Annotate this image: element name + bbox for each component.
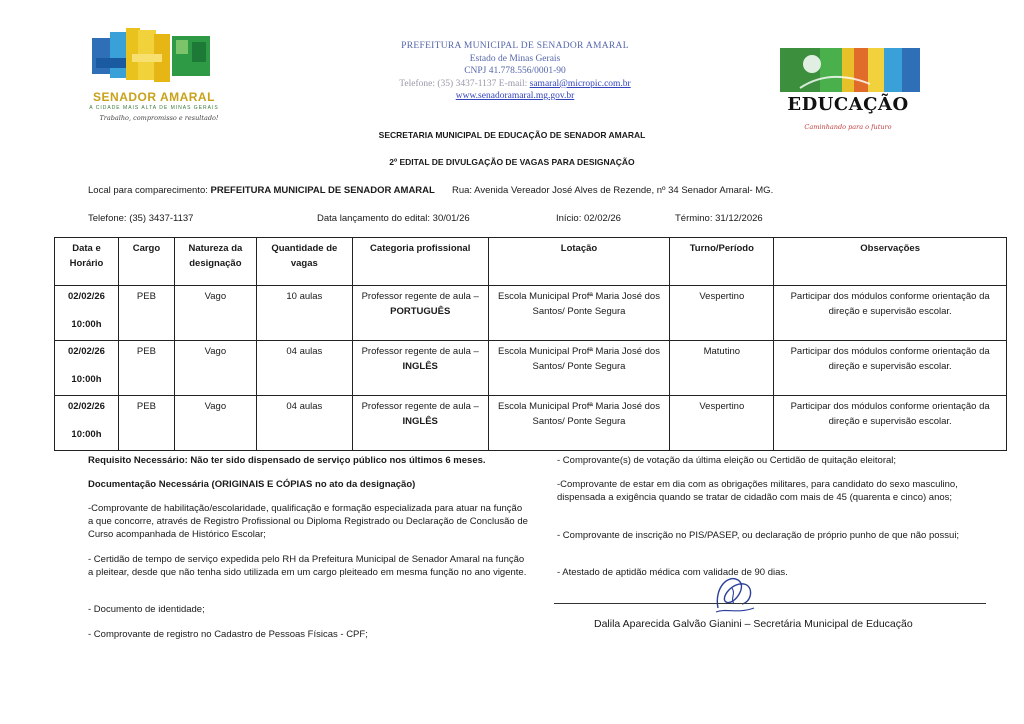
cell-data-horario: [55, 341, 119, 396]
termino-text: Término: 31/12/2026: [675, 213, 763, 224]
cell-quantidade: 04 aulas: [256, 341, 352, 396]
website-link[interactable]: www.senadoramaral.mg.gov.br: [455, 91, 575, 101]
prefeitura-title: PREFEITURA MUNICIPAL DE SENADOR AMARAL: [401, 41, 629, 51]
cell-data-horario: [55, 396, 119, 451]
letterhead: [340, 40, 690, 103]
header-turno: Turno/Período: [670, 238, 774, 286]
cell-hora: 10:00h: [71, 319, 102, 330]
cell-disciplina: INGLÊS: [402, 361, 438, 372]
city-logo-icon: [92, 28, 212, 88]
cell-categoria-text: Professor regente de aula –: [361, 346, 479, 357]
logo-brand-text: SENADOR AMARAL: [93, 90, 215, 104]
cell-categoria: [352, 341, 488, 396]
lancamento-text: Data lançamento do edital: 30/01/26: [317, 213, 470, 224]
table-row: [55, 396, 1007, 451]
email-link[interactable]: samaral@micropic.com.br: [529, 78, 631, 89]
doc-item-certidao-tempo: - Certidão de tempo de serviço expedida pelo RH da Prefeitura Municipal de Senador Amaral na função a pleitear, desde que não tenha sido utilizada em um cargo pleiteado em mesma função no ano vigente.: [88, 554, 527, 578]
requisito-bold: Requisito Necessário: Não ter sido dispensado de serviço público nos últimos 6 meses.: [88, 455, 486, 466]
signatory-name: Dalila Aparecida Galvão Gianini – Secretária Municipal de Educação: [594, 618, 913, 630]
cell-natureza: Vago: [174, 341, 256, 396]
cell-lotacao: Escola Municipal Profª Maria José dos Santos/ Ponte Segura: [488, 341, 670, 396]
cell-turno: Vespertino: [670, 396, 774, 451]
educacao-logo: [768, 48, 928, 134]
logo-slogan: Trabalho, compromisso e resultado!: [99, 114, 219, 122]
documentacao-title: [88, 478, 528, 491]
telefone-text: Telefone: (35) 3437-1137: [88, 213, 194, 224]
header-natureza: Natureza da designação: [174, 238, 256, 286]
doc-item-cpf: - Comprovante de registro no Cadastro de Pessoas Físicas - CPF;: [88, 629, 368, 640]
cell-turno: Vespertino: [670, 286, 774, 341]
cell-data: 02/02/26: [67, 291, 105, 302]
logo-brand-subtitle: A CIDADE MAIS ALTA DE MINAS GERAIS: [89, 105, 219, 111]
cell-cargo: PEB: [118, 286, 174, 341]
doc-item-militar: -Comprovante de estar em dia com as obrigações militares, para candidato do sexo masculino, dispensada a exigência quando se tratar de cidadão com mais de 45 (quarenta e cinco) anos;: [557, 479, 958, 503]
cell-observacoes: Participar dos módulos conforme orientação da direção e supervisão escolar.: [774, 396, 1007, 451]
signature-line: [554, 603, 986, 604]
secretaria-title: SECRETARIA MUNICIPAL DE EDUCAÇÃO DE SENADOR AMARAL: [378, 130, 646, 140]
phone-text: Telefone: (35) 3437-1137: [399, 78, 497, 89]
doc-item-identidade: - Documento de identidade;: [88, 604, 205, 615]
cell-natureza: Vago: [174, 396, 256, 451]
local-row: [88, 185, 435, 196]
cell-hora: 10:00h: [71, 374, 102, 385]
handwritten-signature-icon: [708, 568, 760, 620]
cell-categoria: [352, 286, 488, 341]
header-quantidade: Quantidade de vagas: [256, 238, 352, 286]
email-label: E-mail:: [498, 78, 528, 89]
address-text: Rua: Avenida Vereador José Alves de Rezende, nº 34 Senador Amaral- MG.: [452, 185, 774, 196]
header-data-horario: Data e Horário: [55, 238, 119, 286]
cell-hora: 10:00h: [71, 429, 102, 440]
cell-categoria: [352, 396, 488, 451]
header-lotacao: Lotação: [488, 238, 670, 286]
cell-cargo: PEB: [118, 341, 174, 396]
educacao-title: EDUCAÇÃO: [787, 94, 909, 115]
vagas-table: [54, 237, 1007, 451]
cell-observacoes: Participar dos módulos conforme orientação da direção e supervisão escolar.: [774, 286, 1007, 341]
cell-data-horario: [55, 286, 119, 341]
cell-natureza: Vago: [174, 286, 256, 341]
cell-data: 02/02/26: [67, 401, 105, 412]
education-banner-icon: [780, 48, 920, 92]
header-cargo: Cargo: [118, 238, 174, 286]
table-row: [55, 286, 1007, 341]
cell-categoria-text: Professor regente de aula –: [361, 401, 479, 412]
cell-disciplina: PORTUGUÊS: [390, 306, 451, 317]
doc-item-pis: - Comprovante de inscrição no PIS/PASEP, ou declaração de próprio punho de que não possui;: [557, 530, 960, 541]
cell-lotacao: Escola Municipal Profª Maria José dos Santos/ Ponte Segura: [488, 286, 670, 341]
cell-data: 02/02/26: [67, 346, 105, 357]
cell-turno: Matutino: [670, 341, 774, 396]
documentacao-bold: Documentação Necessária (ORIGINAIS E CÓPIAS no ato da designação): [88, 479, 416, 490]
doc-item-votacao: - Comprovante(s) de votação da última eleição ou Certidão de quitação eleitoral;: [557, 455, 897, 466]
doc-item-habilitacao: -Comprovante de habilitação/escolaridade, qualificação e formação especializada para atuar na função a que concorre, através de Registro Profissional ou Diploma Registrado ou Declaração de Conclusão de Curso acompanhada de Histórico Escolar;: [88, 503, 528, 540]
inicio-text: Início: 02/02/26: [556, 213, 621, 224]
senador-amaral-logo: [84, 28, 224, 128]
header-categoria: Categoria profissional: [352, 238, 488, 286]
cnpj-line: CNPJ 41.778.556/0001-90: [464, 66, 566, 76]
requisito-text: [88, 454, 528, 467]
table-header-row: [55, 238, 1007, 286]
local-value: PREFEITURA MUNICIPAL DE SENADOR AMARAL: [210, 185, 435, 196]
cell-quantidade: 04 aulas: [256, 396, 352, 451]
edital-title: 2º EDITAL DE DIVULGAÇÃO DE VAGAS PARA DESIGNAÇÃO: [389, 157, 635, 167]
header-observacoes: Observações: [774, 238, 1007, 286]
cell-lotacao: Escola Municipal Profª Maria José dos Santos/ Ponte Segura: [488, 396, 670, 451]
local-label: Local para comparecimento:: [88, 185, 208, 196]
cell-observacoes: Participar dos módulos conforme orientação da direção e supervisão escolar.: [774, 341, 1007, 396]
cell-disciplina: INGLÊS: [402, 416, 438, 427]
cell-cargo: PEB: [118, 396, 174, 451]
contact-line: [340, 78, 690, 91]
state-line: Estado de Minas Gerais: [469, 53, 561, 64]
table-row: [55, 341, 1007, 396]
cell-categoria-text: Professor regente de aula –: [361, 291, 479, 302]
educacao-subtitle: Caminhando para o futuro: [804, 123, 892, 131]
doc-item-atestado: - Atestado de aptidão médica com validade de 90 dias.: [557, 567, 788, 578]
cell-quantidade: 10 aulas: [256, 286, 352, 341]
